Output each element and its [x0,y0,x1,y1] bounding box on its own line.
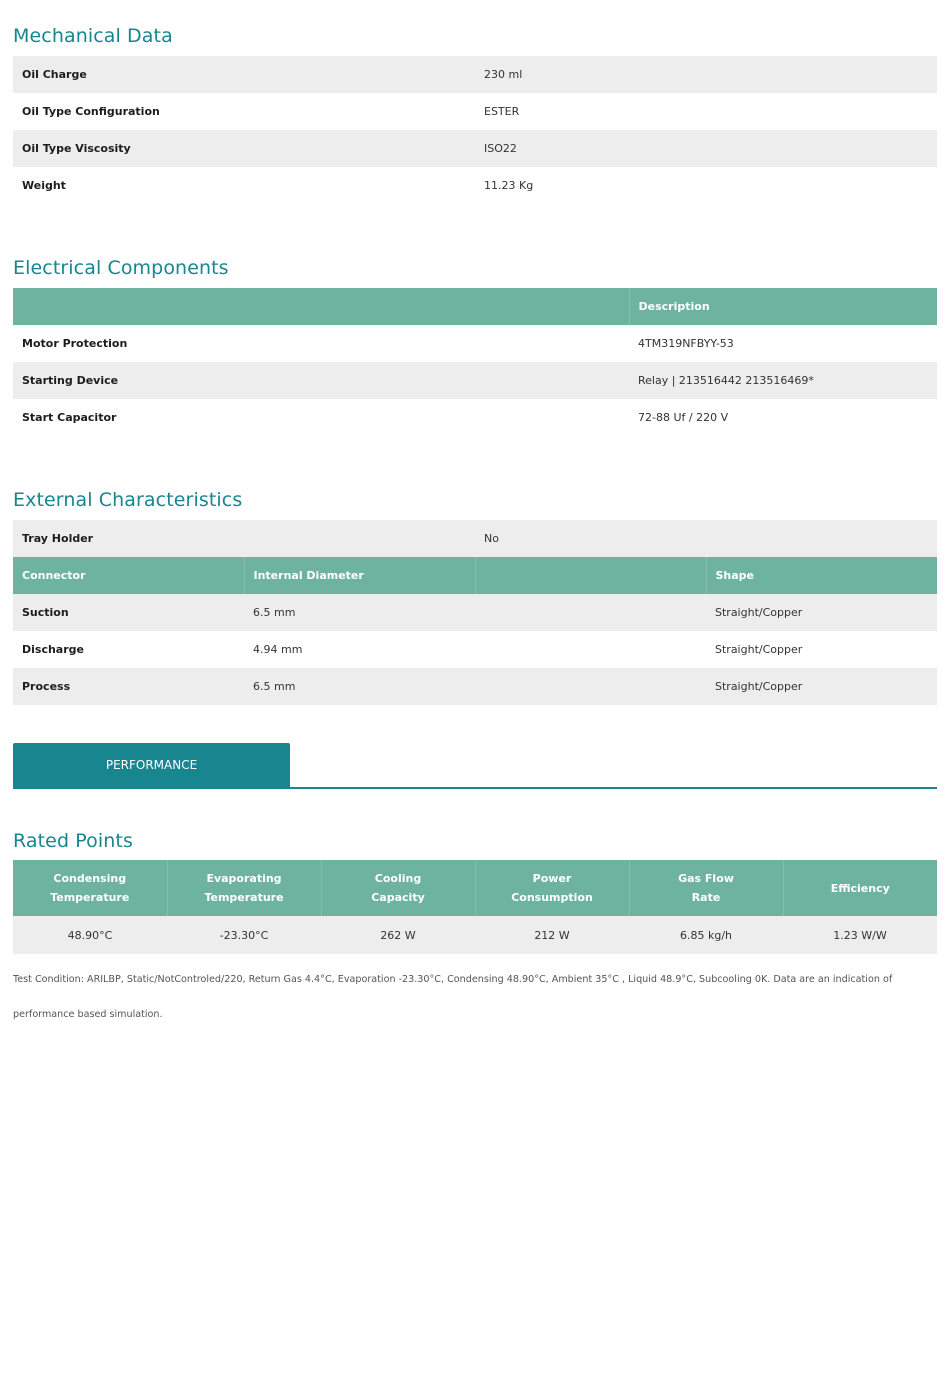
table-header-row [13,288,937,325]
value-gas-flow-rate: 6.85 kg/h [629,916,783,954]
header-cell-connector: Connector [13,557,244,594]
shape: Straight/Copper [715,643,803,656]
row-value: Relay | 213516442 213516469* [629,362,937,399]
header-cell-empty [475,557,706,594]
tray-holder-label: Tray Holder [13,520,475,557]
value-cooling-capacity: 262 W [321,916,475,954]
row-label: Oil Type Viscosity [13,130,475,167]
table-header-row [13,557,937,594]
connectors-table [13,557,937,705]
row-label: Oil Charge [13,56,475,93]
rated-points-title: Rated Points [13,830,133,852]
table-row [13,594,937,631]
table-row [13,399,937,436]
row-label: Starting Device [13,362,629,399]
header-line: Capacity [371,891,425,904]
header-line: Power [532,872,572,885]
rated-points-table [13,860,937,954]
header-condensing-temperature [13,860,167,916]
header-gas-flow-rate [629,860,783,916]
table-row [13,325,937,362]
header-power-consumption [475,860,629,916]
row-value: 4TM319NFBYY-53 [638,337,734,350]
tab-bar [13,743,937,789]
mechanical-data-title: Mechanical Data [13,25,173,47]
header-line: Gas Flow [678,872,734,885]
table-row [13,56,937,93]
header-line: Consumption [511,891,593,904]
header-evaporating-temperature [167,860,321,916]
header-line: Evaporating [206,872,282,885]
header-cooling-capacity [321,860,475,916]
table-row [13,631,937,668]
header-line: Temperature [204,891,284,904]
row-value: 11.23 Kg [484,179,534,192]
tray-holder-table [13,520,937,557]
tab-performance[interactable]: PERFORMANCE [13,743,290,787]
test-condition-note: Test Condition: ARILBP, Static/NotControled/220, Return Gas 4.4°C, Evaporation -23.30°C, Condensing 48.90°C, Ambient 35°C , Liquid 48.9°C, Subcooling 0K. Data are an indication of performance based simulation. [13,974,893,1020]
header-efficiency [783,860,937,916]
table-row [13,93,937,130]
table-row [13,130,937,167]
row-label: Motor Protection [22,337,128,350]
header-line: Condensing [53,872,127,885]
connector-name: Suction [13,594,244,631]
header-line: Cooling [374,872,422,885]
table-row [13,520,937,557]
header-cell-internal-diameter: Internal Diameter [244,557,475,594]
table-row [13,362,937,399]
external-characteristics-title: External Characteristics [13,489,243,511]
connector-name: Discharge [22,643,84,656]
value-evaporating-temperature: -23.30°C [167,916,321,954]
value-condensing-temperature: 48.90°C [13,916,167,954]
header-line: Efficiency [830,881,890,895]
shape: Straight/Copper [706,668,937,705]
header-line: Temperature [50,891,130,904]
electrical-components-table [13,288,937,436]
header-line: Rate [691,891,721,904]
row-label: Oil Type Configuration [22,105,160,118]
empty-cell [475,668,706,705]
table-row [13,916,937,954]
row-value: ISO22 [475,130,937,167]
value-efficiency: 1.23 W/W [783,916,937,954]
mechanical-data-table [13,56,937,204]
table-header-row [13,860,937,916]
internal-diameter: 6.5 mm [244,594,475,631]
tray-holder-value: No [475,520,937,557]
value-power-consumption: 212 W [475,916,629,954]
internal-diameter: 6.5 mm [244,668,475,705]
empty-cell [475,594,706,631]
row-label: Start Capacitor [22,411,117,424]
row-value: 230 ml [475,56,937,93]
shape: Straight/Copper [706,594,937,631]
connector-name: Process [13,668,244,705]
header-cell-empty [13,288,629,325]
table-row [13,668,937,705]
header-cell-description: Description [629,288,937,325]
electrical-components-title: Electrical Components [13,257,229,279]
empty-cell [475,631,706,668]
internal-diameter: 4.94 mm [253,643,303,656]
table-row [13,167,937,204]
row-value: ESTER [484,105,520,118]
row-label: Weight [22,179,66,192]
row-value: 72-88 Uf / 220 V [638,411,729,424]
header-cell-shape: Shape [706,557,937,594]
